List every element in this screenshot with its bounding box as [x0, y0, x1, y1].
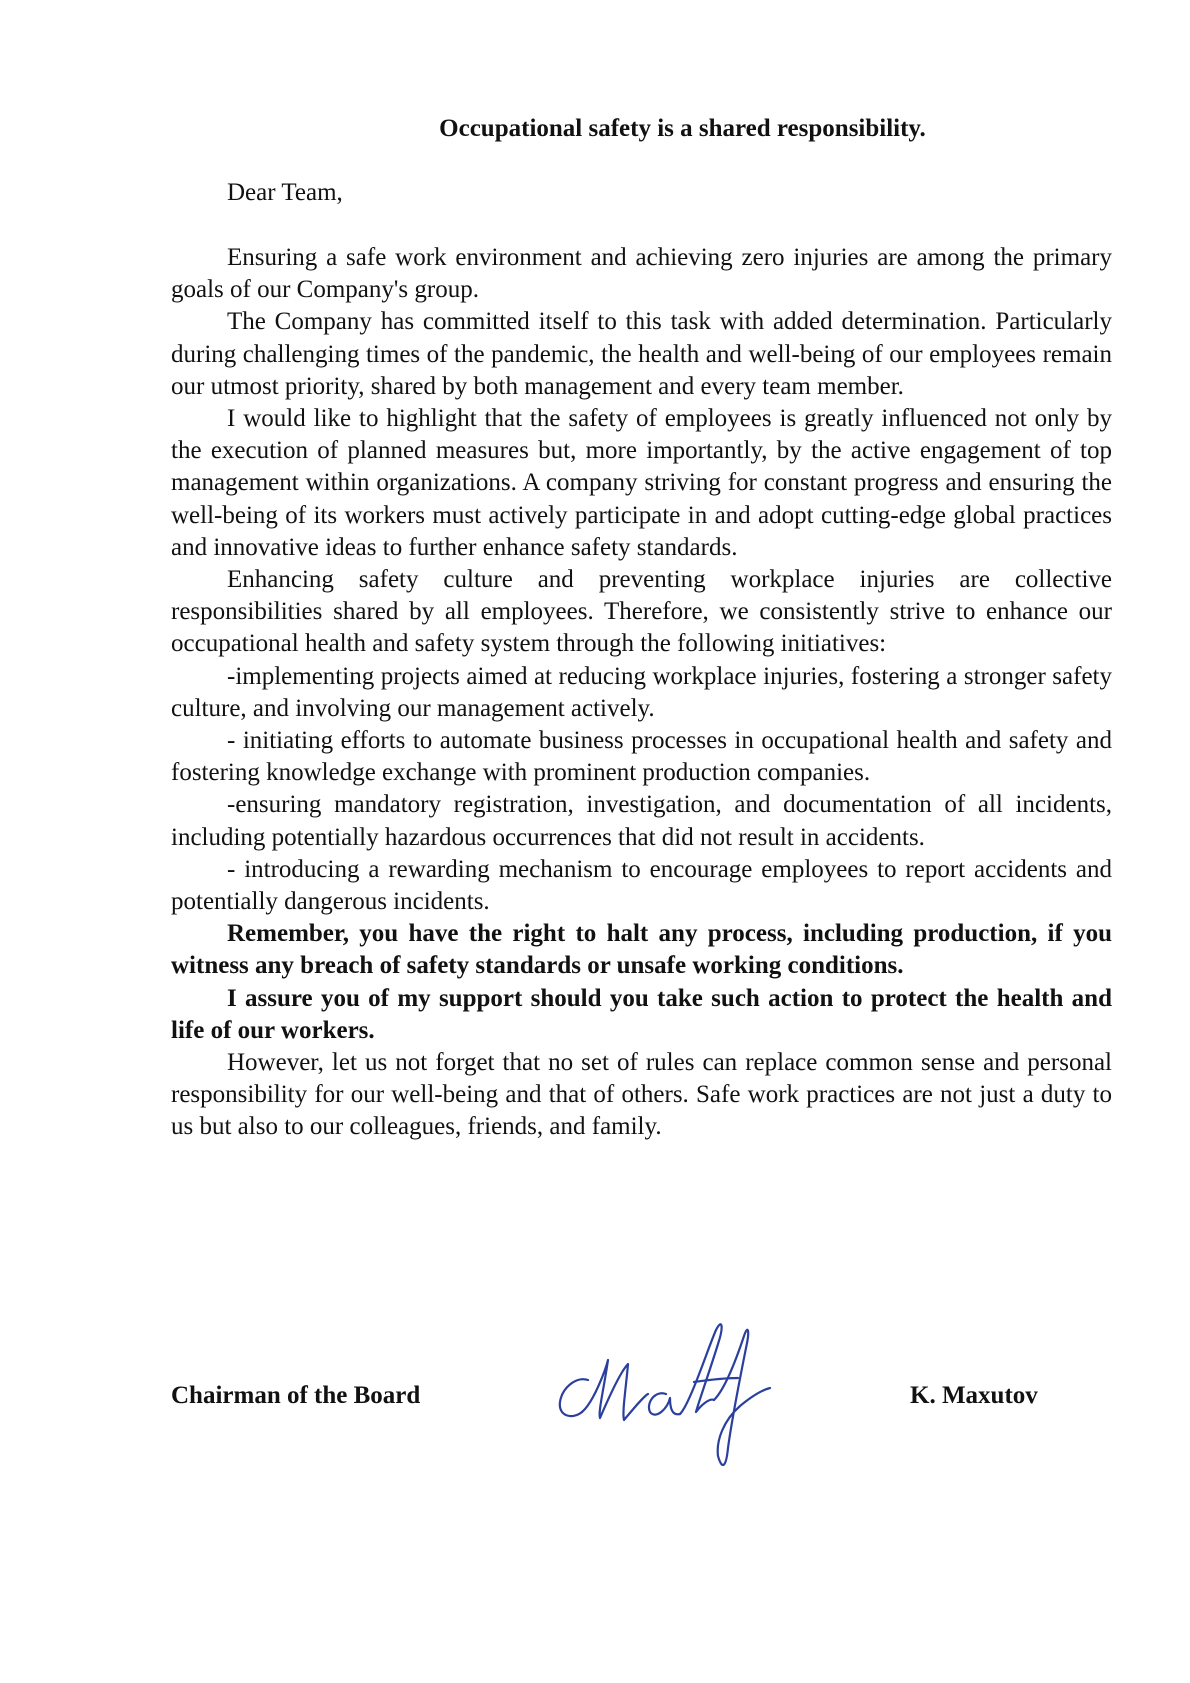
document-title: Occupational safety is a shared responsibility.	[439, 115, 926, 142]
paragraph-common-sense: However, let us not forget that no set of rules can replace common sense and personal responsibility for our well-being and that of others. Safe work practices are not just a duty to us but also to our colleagues, friends, and family.	[171, 1049, 1112, 1141]
signatory-title: Chairman of the Board	[171, 1382, 421, 1409]
signatory-name: K. Maxutov	[910, 1382, 1038, 1409]
paragraph-support: I assure you of my support should you take such action to protect the health and life of our workers.	[171, 984, 1112, 1044]
paragraph-right-to-halt: Remember, you have the right to halt any process, including production, if you witness any breach of safety standards or unsafe working conditions.	[171, 920, 1112, 980]
paragraph-initiatives-intro: Enhancing safety culture and preventing workplace injuries are collective responsibilities shared by all employees. Therefore, we consistently strive to enhance our occupational health and safety system through the following initiatives:	[171, 566, 1112, 658]
paragraph-goals: Ensuring a safe work environment and achieving zero injuries are among the primary goals of our Company's group.	[171, 244, 1112, 304]
letter-body	[171, 242, 1112, 1144]
list-item-reward: - introducing a rewarding mechanism to encourage employees to report accidents and potentially dangerous incidents.	[171, 855, 1112, 916]
paragraph-management: I would like to highlight that the safety of employees is greatly influenced not only by the execution of planned measures but, more importantly, by the active engagement of top management within organizations. A company striving for constant progress and ensuring the well-being of its workers must actively participate in and adopt cutting-edge global practices and innovative ideas to further enhance safety standards.	[171, 405, 1112, 561]
list-item-automation: - initiating efforts to automate business processes in occupational health and safety and fostering knowledge exchange with prominent production companies.	[171, 727, 1112, 787]
handwritten-signature	[548, 1308, 818, 1483]
paragraph-commitment: The Company has committed itself to this task with added determination. Particularly during challenging times of the pandemic, the health and well-being of our employees remain our utmost priority, shared by both management and every team member.	[171, 308, 1112, 400]
list-item-projects: -implementing projects aimed at reducing workplace injuries, fostering a stronger safety culture, and involving our management actively.	[171, 662, 1112, 722]
list-item-registration: -ensuring mandatory registration, investigation, and documentation of all incidents, including potentially hazardous occurrences that did not result in accidents.	[171, 791, 1112, 851]
greeting: Dear Team,	[227, 179, 343, 206]
